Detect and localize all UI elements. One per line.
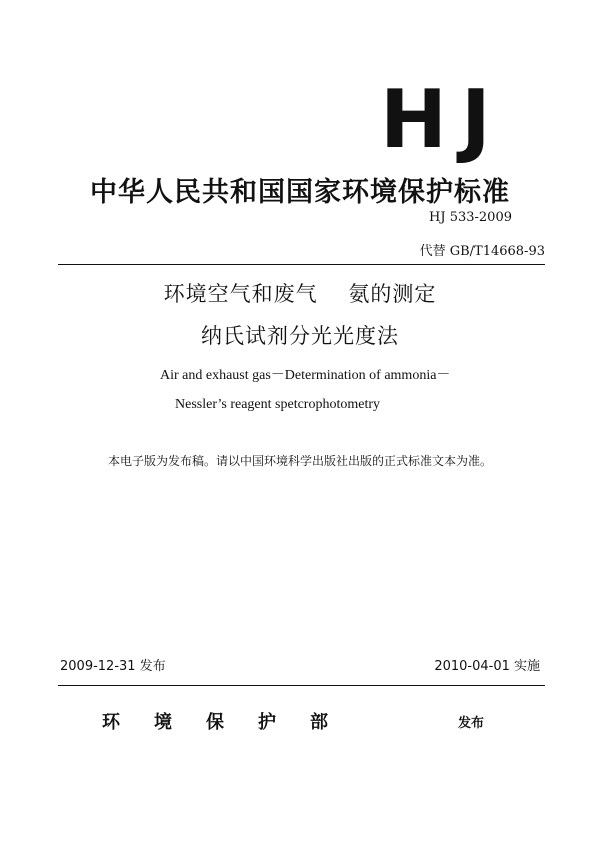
implementation-date: 2010-04-01 实施: [434, 659, 540, 674]
title-chinese-line2: 纳氏试剂分光光度法: [201, 324, 399, 348]
title-english-line2: Nessler’s reagent spetcrophotometry: [175, 397, 381, 412]
hj-logo: HJ: [380, 73, 505, 166]
electronic-version-notice: 本电子版为发布稿。请以中国环境科学出版社出版的正式标准文本为准。: [107, 454, 492, 468]
bottom-divider: [58, 685, 545, 686]
top-divider: [58, 264, 545, 265]
replaces-standard: 代替 GB/T14668-93: [419, 244, 545, 259]
publish-label: 发布: [458, 716, 485, 731]
issue-date: 2009-12-31 发布: [60, 659, 166, 674]
issuing-ministry: 环境保护部: [102, 712, 362, 733]
issuing-authority: 中华人民共和国国家环境保护标准: [90, 177, 510, 208]
title-chinese-line1: 环境空气和废气 氨的测定: [163, 282, 437, 306]
standard-number: HJ 533-2009: [429, 210, 512, 225]
title-english-line1: Air and exhaust gas－Determination of ammonia－: [160, 368, 451, 383]
